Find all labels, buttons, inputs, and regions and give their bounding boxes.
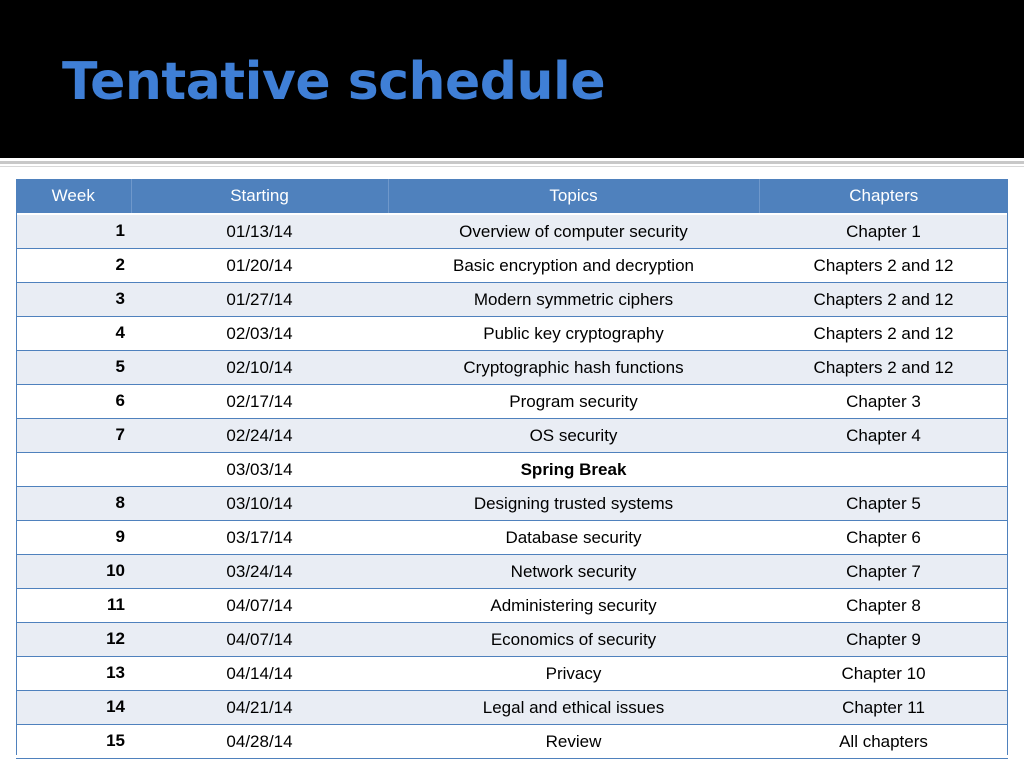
cell-chapters: Chapter 1 [759,214,1008,249]
table-row [16,385,1008,419]
cell-chapters: Chapters 2 and 12 [759,317,1008,351]
cell-topic: Cryptographic hash functions [388,351,759,385]
cell-topic: Network security [388,555,759,589]
cell-week: 5 [16,351,131,385]
cell-week: 4 [16,317,131,351]
cell-starting: 01/13/14 [131,214,388,249]
cell-week: 15 [16,725,131,759]
schedule-body [16,214,1008,759]
schedule-table [16,179,1008,759]
title-divider [0,161,1024,164]
table-row [16,453,1008,487]
cell-week: 9 [16,521,131,555]
cell-week: 14 [16,691,131,725]
cell-starting: 03/24/14 [131,555,388,589]
table-row [16,589,1008,623]
cell-starting: 03/10/14 [131,487,388,521]
cell-chapters: Chapters 2 and 12 [759,351,1008,385]
cell-topic: Modern symmetric ciphers [388,283,759,317]
table-row [16,657,1008,691]
cell-chapters: Chapter 4 [759,419,1008,453]
title-divider-thin [0,166,1024,167]
cell-starting: 03/03/14 [131,453,388,487]
cell-topic: Public key cryptography [388,317,759,351]
cell-starting: 04/28/14 [131,725,388,759]
table-row [16,555,1008,589]
cell-starting: 04/07/14 [131,623,388,657]
cell-topic: Basic encryption and decryption [388,249,759,283]
cell-week [16,453,131,487]
cell-topic: Review [388,725,759,759]
cell-topic: OS security [388,419,759,453]
title-bar [0,0,1024,158]
table-row [16,487,1008,521]
table-row [16,249,1008,283]
cell-week: 3 [16,283,131,317]
cell-week: 7 [16,419,131,453]
cell-week: 2 [16,249,131,283]
cell-chapters: Chapter 6 [759,521,1008,555]
cell-topic: Overview of computer security [388,214,759,249]
header-topics: Topics [388,179,759,214]
cell-starting: 01/20/14 [131,249,388,283]
cell-chapters: Chapter 8 [759,589,1008,623]
cell-chapters: Chapter 9 [759,623,1008,657]
table-row [16,419,1008,453]
cell-chapters: Chapter 3 [759,385,1008,419]
table-row [16,283,1008,317]
cell-topic: Spring Break [388,453,759,487]
cell-starting: 04/07/14 [131,589,388,623]
cell-topic: Database security [388,521,759,555]
cell-chapters: Chapters 2 and 12 [759,249,1008,283]
cell-topic: Privacy [388,657,759,691]
cell-week: 11 [16,589,131,623]
cell-chapters: Chapter 10 [759,657,1008,691]
cell-chapters: Chapter 7 [759,555,1008,589]
cell-chapters: Chapter 5 [759,487,1008,521]
header-week: Week [16,179,131,214]
table-row [16,214,1008,249]
cell-topic: Designing trusted systems [388,487,759,521]
cell-topic: Economics of security [388,623,759,657]
cell-week: 6 [16,385,131,419]
table-row [16,521,1008,555]
cell-topic: Program security [388,385,759,419]
header-chapters: Chapters [759,179,1008,214]
cell-week: 8 [16,487,131,521]
header-row [16,179,1008,214]
cell-starting: 03/17/14 [131,521,388,555]
cell-chapters [759,453,1008,487]
cell-week: 13 [16,657,131,691]
cell-topic: Administering security [388,589,759,623]
cell-starting: 04/14/14 [131,657,388,691]
table-row [16,623,1008,657]
cell-starting: 04/21/14 [131,691,388,725]
table-row [16,691,1008,725]
table-row [16,317,1008,351]
cell-week: 1 [16,214,131,249]
cell-starting: 02/03/14 [131,317,388,351]
table-row [16,725,1008,759]
cell-week: 10 [16,555,131,589]
cell-chapters: Chapters 2 and 12 [759,283,1008,317]
cell-week: 12 [16,623,131,657]
cell-starting: 02/17/14 [131,385,388,419]
cell-starting: 01/27/14 [131,283,388,317]
cell-starting: 02/10/14 [131,351,388,385]
cell-chapters: All chapters [759,725,1008,759]
cell-chapters: Chapter 11 [759,691,1008,725]
header-starting: Starting [131,179,388,214]
slide-title: Tentative schedule [62,52,606,112]
cell-topic: Legal and ethical issues [388,691,759,725]
table-row [16,351,1008,385]
cell-starting: 02/24/14 [131,419,388,453]
